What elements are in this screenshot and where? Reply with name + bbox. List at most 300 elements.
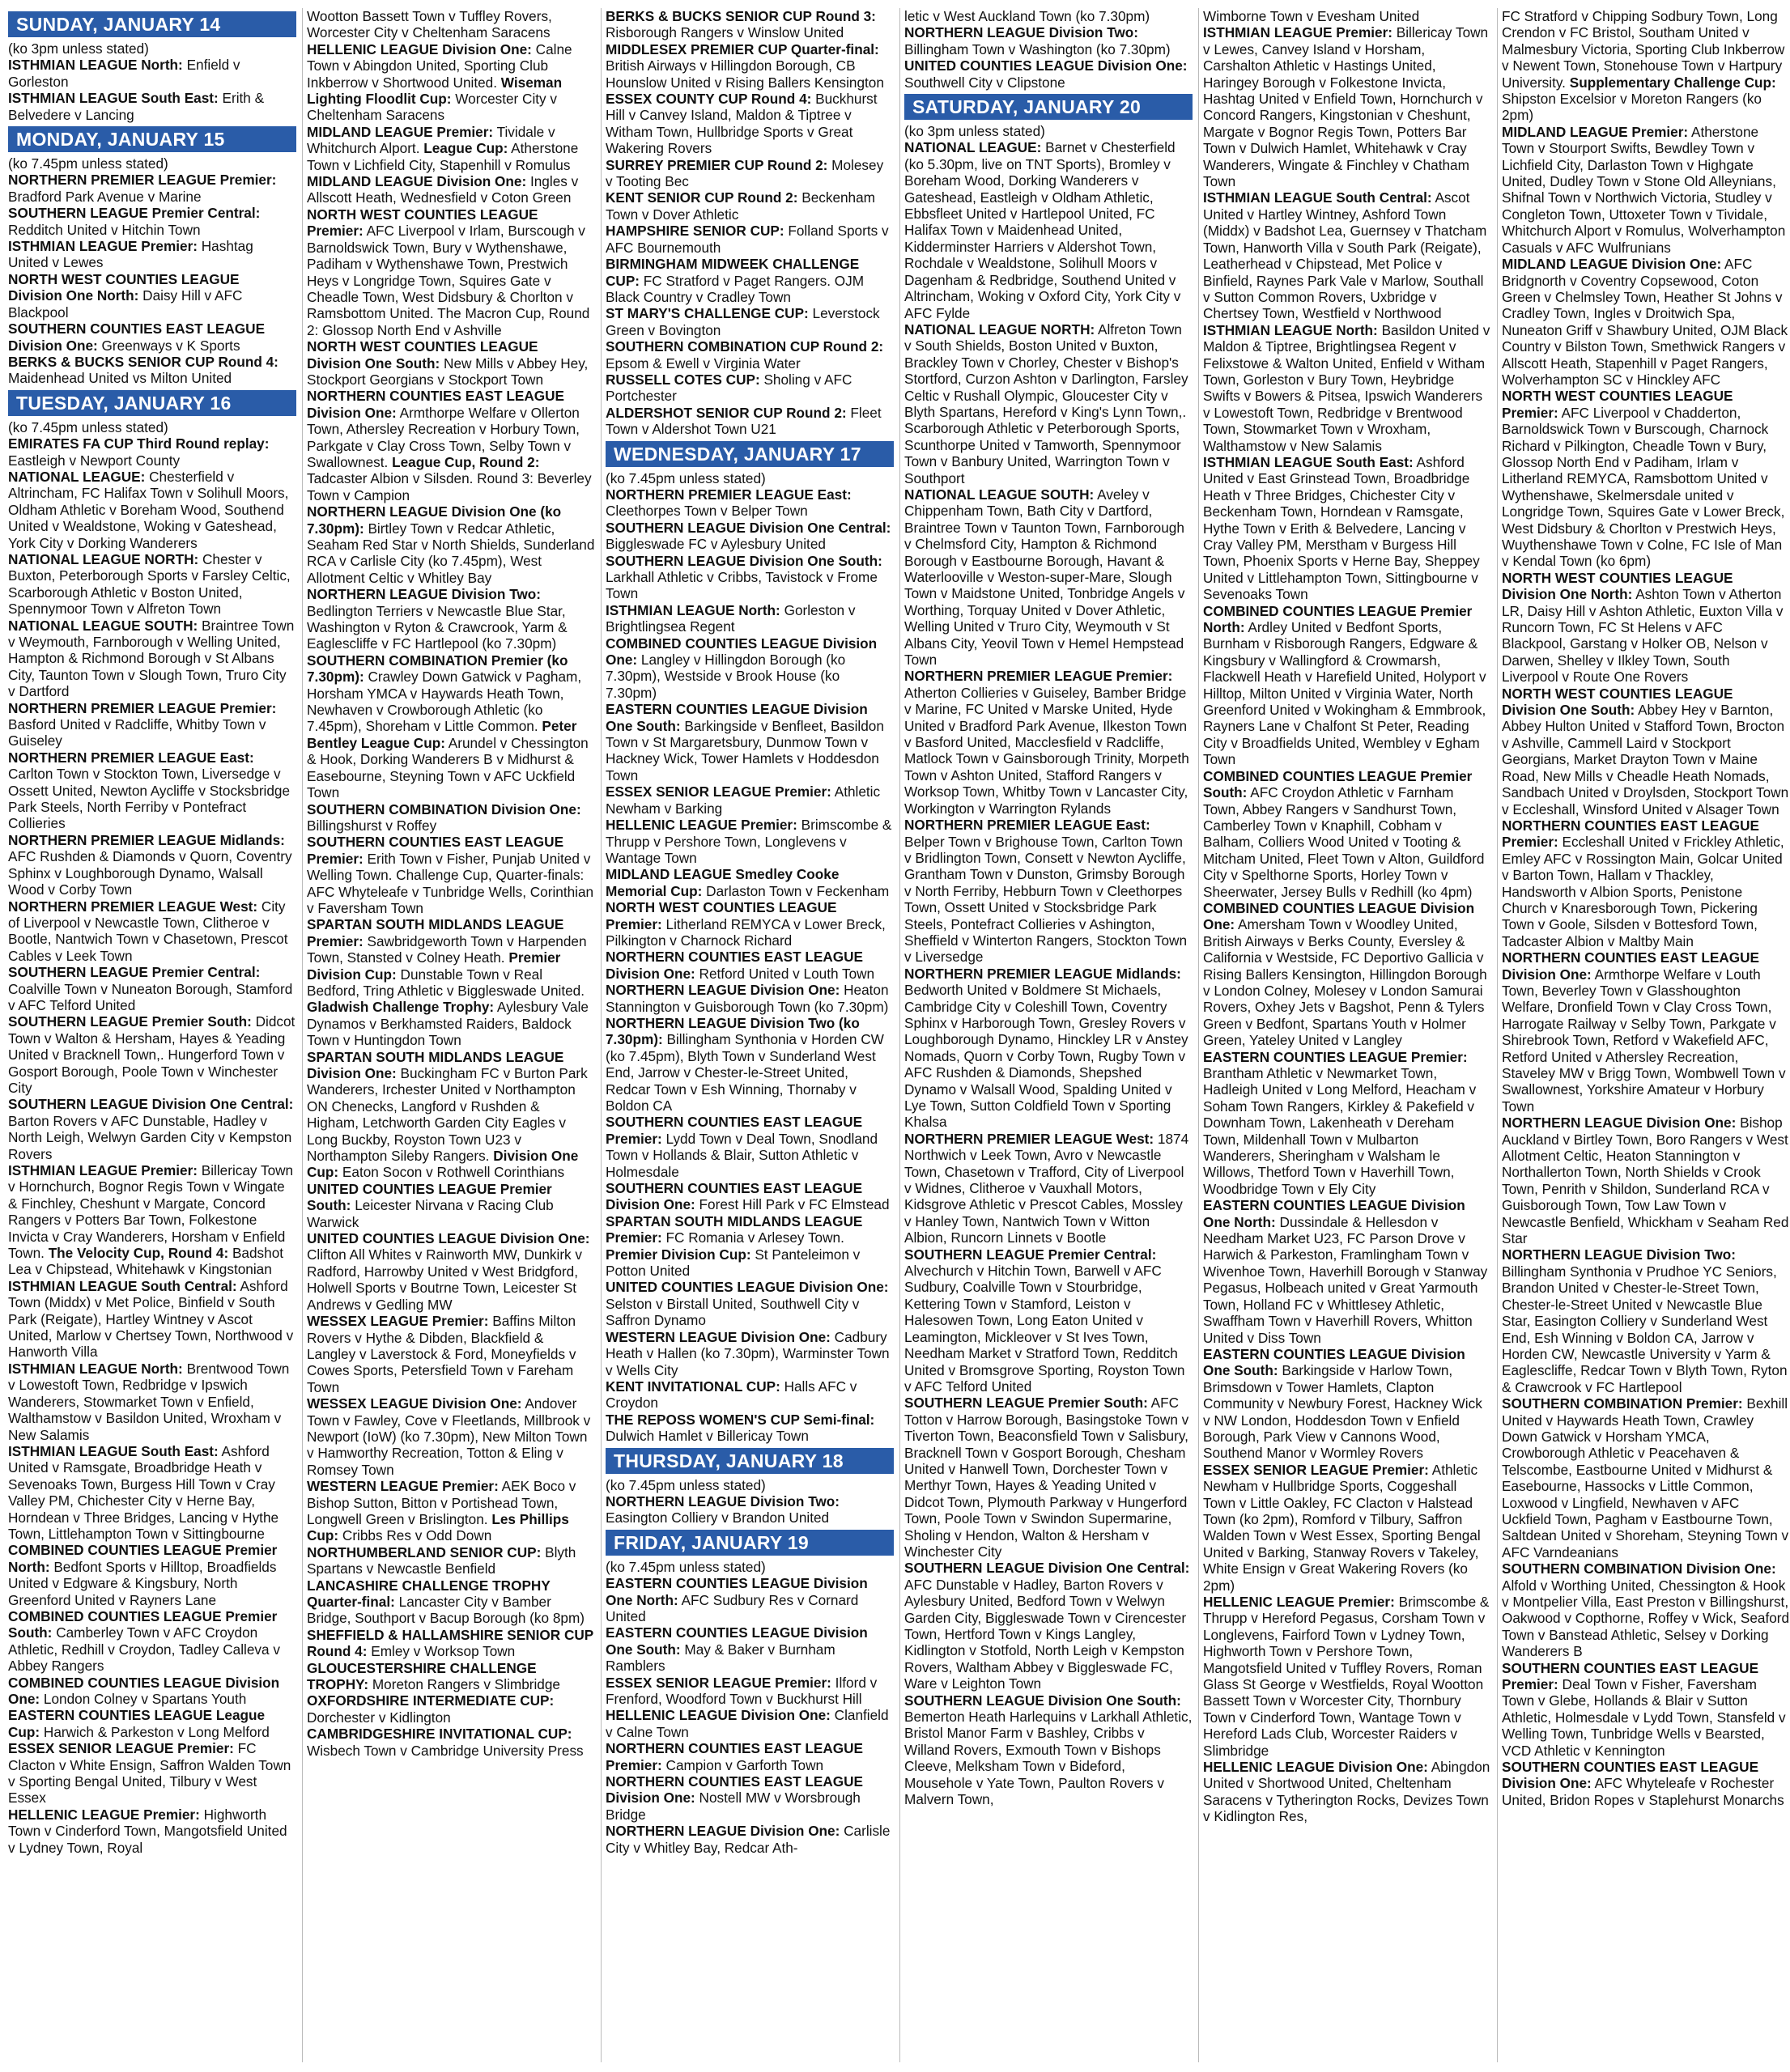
fixture-entry	[606, 1213, 894, 1280]
fixture-entry	[904, 1692, 1193, 1808]
fixtures-text: Bedlington Terriers v Newcastle Blue Star, Washington v Ryton & Crawcrook, Yarm & Eaglescliffe v FC Hartlepool (ko 7.30pm)	[307, 602, 568, 652]
fixture-entry	[307, 1726, 595, 1759]
fixtures-text: Forest Hill Park v FC Elmstead	[695, 1196, 890, 1213]
competition-name: BIRMINGHAM MIDWEEK CHALLENGE CUP:	[606, 256, 860, 289]
competition-name: WESTERN LEAGUE Premier:	[307, 1478, 499, 1495]
fixtures-text: Crawley Down Gatwick v Pagham, Horsham YMCA v Haywards Heath Town, Newhaven v Crowborough Athletic (ko 7.45pm), Shoreham v Little Common.	[307, 669, 582, 735]
competition-name: MIDLAND LEAGUE Premier:	[307, 123, 494, 140]
competition-name: SOUTHERN COUNTIES EAST LEAGUE Division One:	[8, 321, 266, 354]
fixture-entry	[307, 8, 595, 41]
fixtures-text: Gorleston v Brightlingsea Regent	[606, 601, 856, 635]
fixtures-text: Armthorpe Welfare v Ollerton Town, Athersley Recreation v Horbury Town, Parkgate v Clay Cross Town, Selby Town v Swallownest.	[307, 404, 580, 470]
fixture-entry	[904, 486, 1193, 668]
fixture-entry	[1502, 256, 1790, 388]
competition-name: COMBINED COUNTIES LEAGUE Premier North:	[1203, 602, 1473, 636]
fixture-entry	[904, 817, 1193, 966]
fixtures-text: Braintree Town v Weymouth, Farnborough v Welling United, Hampton & Richmond Borough v St Albans City, Taunton Town v Slough Town, Truro City v Dartford	[8, 617, 295, 700]
fixtures-text: Badshot Lea v Chipstead, Whitehawk v Kingstonian	[8, 1245, 284, 1278]
competition-name: HELLENIC LEAGUE Division One:	[1203, 1759, 1428, 1776]
fixtures-text: Heaton Stannington v Guisborough Town (ko 7.30pm)	[606, 982, 889, 1015]
competition-name: LANCASHIRE CHALLENGE TROPHY Quarter-final:	[307, 1577, 551, 1610]
competition-name: NORTHERN COUNTIES EAST LEAGUE Division One:	[307, 388, 564, 421]
fixture-entry	[606, 189, 894, 223]
date-header: WEDNESDAY, JANUARY 17	[606, 441, 894, 467]
fixtures-text: Aylesbury Vale Dynamos v Berkhamsted Raiders, Baldock Town v Huntingdon Town	[307, 999, 589, 1049]
competition-name: ISTHMIAN LEAGUE South East:	[1203, 453, 1414, 470]
fixture-entry	[307, 124, 595, 173]
fixtures-text: AFC Sudbury Res v Cornard United	[606, 1591, 859, 1624]
competition-name: Wiseman Lighting Floodlit Cup:	[307, 74, 563, 108]
fixture-entry	[904, 1395, 1193, 1560]
column-divider	[302, 8, 303, 2062]
fixture-entry	[307, 206, 595, 338]
fixture-entry	[1203, 1049, 1491, 1198]
competition-name: SPARTAN SOUTH MIDLANDS LEAGUE Division One:	[307, 1048, 564, 1081]
competition-name: NORTH WEST COUNTIES LEAGUE Premier:	[1502, 388, 1733, 421]
competition-name: ISTHMIAN LEAGUE South Central:	[1203, 189, 1432, 206]
competition-name: ESSEX SENIOR LEAGUE Premier:	[8, 1740, 234, 1757]
fixtures-text: Wimborne Town v Evesham United	[1203, 8, 1420, 24]
competition-name: Gladwish Challenge Trophy:	[307, 999, 495, 1016]
competition-name: EASTERN COUNTIES LEAGUE Premier:	[1203, 1048, 1468, 1065]
fixture-entry	[8, 90, 296, 123]
fixture-entry	[606, 256, 894, 305]
fixture-entry	[606, 405, 894, 438]
competition-name: League Cup, Round 2:	[392, 453, 540, 470]
fixtures-column	[904, 8, 1193, 2062]
date-header: MONDAY, JANUARY 15	[8, 126, 296, 152]
competition-name: ISTHMIAN LEAGUE North:	[606, 601, 780, 618]
fixture-entry	[307, 1395, 595, 1478]
fixture-entry	[904, 139, 1193, 321]
fixtures-text: Barkingside v Benfleet, Basildon Town v St Margaretsbury, Dunmow Town v Hackney Wick, Tower Hamlets v Hoddesdon Town	[606, 717, 884, 783]
fixtures-text: Basildon United v Maldon & Tiptree, Brightlingsea Regent v Felixstowe & Walton United, Enfield v Witham Town, Gorleston v Bury Town, Heybridge Swifts v Bowers & Pitsea, Ipswich Wanderers v Lowestoft Town, Redbridge v Brentwood Town, Stowmarket Town v Wroxham, Walthamstow v New Salamis	[1203, 321, 1490, 454]
fixture-entry	[1502, 686, 1790, 817]
fixtures-text: Clifton All Whites v Rainworth MW, Dunkirk v Radford, Harrowby United v West Bridgford, Holwell Sports v Boutrne Town, Leicester St Andrews v Gedling MW	[307, 1246, 583, 1313]
fixture-entry	[606, 602, 894, 635]
fixtures-text: Southwell City v Clipstone	[904, 74, 1065, 91]
fixture-entry	[1203, 900, 1491, 1049]
fixtures-text: AFC Dunstable v Hadley, Barton Rovers v Aylesbury United, Bedford Town v Welwyn Garden City, Biggleswade Town v Cirencester Town, Hertford Town v Kings Langley, Kidlington v Stotfold, North Leigh v Kempston Rovers, Waltham Abbey v Biggleswade FC, Ware v Leighton Town	[904, 1576, 1187, 1692]
competition-name: NORTHERN LEAGUE Division One:	[1502, 1115, 1737, 1132]
fixtures-text: Worcester City v Cheltenham Saracens	[307, 91, 558, 124]
competition-name: Supplementary Challenge Cup:	[1569, 74, 1776, 91]
fixture-entry	[1502, 817, 1790, 949]
fixture-entry	[606, 1279, 894, 1328]
fixtures-text: Tadcaster Albion v Silsden. Round 3: Beverley Town v Campion	[307, 470, 592, 503]
fixture-entry	[8, 205, 296, 238]
fixture-entry	[904, 24, 1193, 57]
fixture-entry	[1203, 322, 1491, 454]
fixture-entry	[1203, 24, 1491, 189]
fixtures-text: City of Liverpool v Newcastle Town, Clitheroe v Bootle, Nantwich Town v Chasetown, Prescot Cables v Leek Town	[8, 898, 288, 964]
fixtures-text: Bishop Auckland v Birtley Town, Boro Rangers v West Allotment Celtic, Heaton Stannington v Northallerton Town, North Shields v Crook Town, Penrith v Shildon, Sunderland RCA v Guisborough Town, Tow Law Town v Newcastle Benfield, Whickham v Seaham Red Star	[1502, 1115, 1789, 1247]
competition-name: NORTHERN PREMIER LEAGUE Midlands:	[904, 965, 1181, 982]
competition-name: NORTHERN PREMIER LEAGUE East:	[8, 749, 254, 766]
competition-name: SPARTAN SOUTH MIDLANDS LEAGUE Premier:	[606, 1212, 863, 1246]
competition-name: SOUTHERN LEAGUE Premier Central:	[8, 205, 261, 222]
column-divider	[1497, 8, 1498, 2062]
fixture-entry	[8, 1542, 296, 1608]
fixtures-text: Belper Town v Brighouse Town, Carlton Town v Bridlington Town, Consett v Newton Aycliffe, Grantham Town v Dunston, Grimsby Borough v North Ferriby, Hebburn Town v Cleethorpes Town, Ossett United v Stocksbridge Park Steels, Pontefract Collieries v Ashington, Sheffield v Winterton Rangers, Stockton Town v Liversedge	[904, 833, 1188, 966]
fixture-entry	[1502, 1759, 1790, 1808]
fixtures-text: Enfield v Gorleston	[8, 57, 240, 90]
competition-name: NORTHERN LEAGUE Division Two (ko 7.30pm):	[606, 1014, 860, 1048]
competition-name: BERKS & BUCKS SENIOR CUP Round 4:	[8, 353, 278, 370]
fixtures-text: Alfreton Town v South Shields, Boston United v Buxton, Brackley Town v Chorley, Chester v Bishop's Stortford, Curzon Ashton v Darlington, Farsley Celtic v Rushall Olympic, Gloucester City v Blyth Spartans, Hereford v King's Lynn Town,. Scarborough Athletic v Peterborough Sports, Scunthorpe United v Tamworth, Spennymoor Town v Banbury United, Warrington Town v Southport	[904, 321, 1188, 486]
fixtures-text: Clanfield v Calne Town	[606, 1707, 889, 1740]
fixture-entry	[606, 1329, 894, 1378]
competition-name: ALDERSHOT SENIOR CUP Round 2:	[606, 404, 847, 421]
fixtures-text: AFC Totton v Harrow Borough, Basingstoke Town v Tiverton Town, Beaconsfield Town v Salisbury, Bracknell Town v Gosport Borough, Chesham United v Hanwell Town, Dorchester Town v Merthyr Town, Hayes & Yeading United v Didcot Town, Plymouth Parkway v Hungerford Town, Poole Town v Swindon Supermarine, Sholing v Hendon, Walton & Hersham v Winchester City	[904, 1395, 1189, 1560]
competition-name: NORTHERN LEAGUE Division One:	[606, 982, 840, 999]
fixtures-text: AFC Rushden & Diamonds v Quorn, Coventry Sphinx v Loughborough Dynamo, Walsall Wood v Corby Town	[8, 848, 292, 898]
kickoff-note	[8, 419, 296, 435]
competition-name: COMBINED COUNTIES LEAGUE Premier North:	[8, 1542, 278, 1575]
fixtures-text: Wisbech Town v Cambridge University Press	[307, 1742, 584, 1759]
fixtures-text: Ashford Town (Middx) v Met Police, Binfield v South Park (Reigate), Hartley Wintney v Ascot United, Marlow v Chertsey Town, Northwood v Hanworth Villa	[8, 1277, 294, 1361]
competition-name: HELLENIC LEAGUE Premier:	[606, 817, 797, 834]
fixture-entry	[8, 1740, 296, 1807]
competition-name: EASTERN COUNTIES LEAGUE League Cup:	[8, 1707, 266, 1740]
fixtures-text: Bradford Park Avenue v Marine	[8, 188, 202, 205]
fixture-entry	[1502, 8, 1790, 124]
competition-name: HELLENIC LEAGUE Division One:	[606, 1707, 831, 1724]
fixtures-text: Alvechurch v Hitchin Town, Barwell v AFC Sudbury, Coalville Town v Stourbridge, Kettering Town v Stamford, Leiston v Halesowen Town, Long Eaton United v Leamington, Mickleover v St Ives Town, Needham Market v Stratford Town, Redditch United v Bromsgrove Sporting, Royston Town v AFC Telford United	[904, 1263, 1185, 1395]
competition-name: EASTERN COUNTIES LEAGUE Division One North:	[606, 1575, 868, 1608]
fixture-entry	[1502, 1660, 1790, 1759]
fixtures-text: Carlton Town v Stockton Town, Liversedge v Ossett United, Newton Aycliffe v Stocksbridge Park Steels, North Ferriby v Pontefract Collieries	[8, 766, 291, 832]
competition-name: NORTHERN LEAGUE Division Two:	[606, 1492, 840, 1509]
competition-name: OXFORDSHIRE INTERMEDIATE CUP:	[307, 1692, 555, 1709]
competition-name: COMBINED COUNTIES LEAGUE Division One:	[8, 1674, 280, 1707]
fixture-entry	[307, 652, 595, 801]
fixtures-text: Harwich & Parkeston v Long Melford	[40, 1723, 270, 1740]
kickoff-text: (ko 7.45pm unless stated)	[606, 1558, 766, 1575]
fixtures-text: Tividale v Whitchurch Alport.	[307, 123, 555, 157]
fixture-entry	[1203, 189, 1491, 321]
fixtures-text: Shipston Excelsior v Moreton Rangers (ko 2pm)	[1502, 91, 1762, 124]
fixture-entry	[307, 1181, 595, 1230]
competition-name: NORTH WEST COUNTIES LEAGUE Division One North:	[8, 270, 240, 304]
competition-name: NORTHERN COUNTIES EAST LEAGUE Division One:	[606, 949, 863, 982]
fixture-entry	[8, 354, 296, 387]
fixture-entry	[1502, 949, 1790, 1115]
fixtures-text: Brimscombe & Thrupp v Pershore Town, Longlevens v Wantage Town	[606, 817, 892, 866]
fixtures-text: Dulwich Hamlet v Billericay Town	[606, 1428, 809, 1445]
fixture-entry	[606, 783, 894, 817]
fixtures-text: Biggleswade FC v Aylesbury United	[606, 536, 826, 553]
fixtures-text: Ashton Town v Atherton LR, Daisy Hill v Ashton Athletic, Euxton Villa v Runcorn Town, FC St Helens v AFC Blackpool, Garstang v Holker OB, Nelson v Darwen, Shelley v Ilkley Town, South Liverpool v Route One Rovers	[1502, 586, 1784, 686]
fixtures-text: Retford United v Louth Town	[695, 965, 875, 982]
fixtures-text: AEK Boco v Bishop Sutton, Bitton v Portishead Town, Longwell Green v Brislington.	[307, 1478, 576, 1527]
fixture-entry	[8, 469, 296, 551]
fixtures-text: Bexhill United v Haywards Heath Town, Crawley Down Gatwick v Horsham YMCA, Crowborough Athletic v Peacehaven & Telscombe, Eastbourne United v Midhurst & Easebourne, Hassocks v Little Common, Loxwood v Lingfield, Newhaven v AFC Uckfield Town, Pagham v Eastbourne Town, Saltdean United v Shoreham, Steyning Town v AFC Varndeanians	[1502, 1395, 1789, 1560]
competition-name: NORTHERN PREMIER LEAGUE Premier:	[8, 699, 277, 716]
kickoff-note	[606, 470, 894, 486]
fixtures-text: FC Stratford v Paget Rangers. OJM Black Country v Cradley Town	[606, 272, 865, 305]
competition-name: EASTERN COUNTIES LEAGUE Division One South:	[606, 701, 868, 734]
fixture-entry	[606, 1180, 894, 1213]
competition-name: NORTH WEST COUNTIES LEAGUE Division One South:	[1502, 685, 1733, 719]
fixtures-text: Brimscombe & Thrupp v Hereford Pegasus, Corsham Town v Longlevens, Fairford Town v Lydney Town, Highworth Town v Pershore Town, Mangotsfield United v Tuffley Rovers, Roman Glass St George v Westfields, Royal Wootton Bassett Town v Worcester City, Thornbury Town v Cinderford Town, Wantage Town v Hereford Lads Club, Worcester Raiders v Slimbridge	[1203, 1594, 1490, 1759]
fixtures-text: Langley v Hillingdon Borough (ko 7.30pm), Westside v Brook House (ko 7.30pm)	[606, 652, 846, 701]
kickoff-text: (ko 7.45pm unless stated)	[8, 155, 168, 172]
competition-name: ISTHMIAN LEAGUE North:	[8, 57, 183, 74]
competition-name: SOUTHERN LEAGUE Premier South:	[904, 1395, 1148, 1412]
fixtures-text: Buckingham FC v Burton Park Wanderers, Irchester United v Northampton ON Chenecks, Langford v Rushden & Higham, Letchworth Garden City Eagles v Long Buckby, Royston Town U23 v Northampton Sileby Rangers.	[307, 1065, 588, 1165]
competition-name: NORTHERN COUNTIES EAST LEAGUE Premier:	[1502, 817, 1759, 851]
fixtures-text: Lydd Town v Deal Town, Snodland Town v Hollands & Blair, Sutton Athletic v Holmesdale	[606, 1130, 878, 1180]
fixture-entry	[8, 898, 296, 965]
fixture-entry	[8, 1707, 296, 1740]
competition-name: NORTH WEST COUNTIES LEAGUE Division One South:	[307, 338, 538, 372]
fixtures-text: Athletic Newham v Barking	[606, 783, 881, 817]
fixture-entry	[307, 1049, 595, 1181]
fixtures-text: May & Baker v Burnham Ramblers	[606, 1641, 835, 1675]
fixture-entry	[606, 899, 894, 949]
fixture-entry	[606, 486, 894, 520]
kickoff-text: (ko 3pm unless stated)	[904, 123, 1045, 140]
fixtures-text: AFC Liverpool v Irlam, Burscough v Barnoldswick Town, Bury v Wythenshawe, Padiham v Wythenshawe Town, Prestwich Heys v Longridge Town, Squires Gate v Cheadle Town, West Didsbury & Chorlton v Ramsbottom United. The Macron Cup, Round 2: Glossop North End v Ashville	[307, 223, 590, 338]
kickoff-text: (ko 7.45pm unless stated)	[606, 469, 766, 486]
fixture-entry	[606, 1675, 894, 1708]
competition-name: Premier Division Cup:	[606, 1246, 751, 1263]
fixtures-text: Highworth Town v Cinderford Town, Mangotsfield United v Lydney Town, Royal	[8, 1806, 287, 1856]
fixture-entry	[8, 551, 296, 618]
fixtures-text: Ingles v Allscott Heath, Wednesfield v Coton Green	[307, 173, 579, 206]
competition-name: MIDLAND LEAGUE Division One:	[1502, 256, 1722, 273]
fixtures-text: Arundel v Chessington & Hook, Dorking Wanderers B v Midhurst & Easebourne, Steyning Town v AFC Uckfield Town	[307, 734, 589, 801]
fixtures-text: Brentwood Town v Lowestoft Town, Redbridge v Ipswich Wanderers, Stowmarket Town v Enfield, Walthamstow v Basildon United, Wroxham v New Salamis	[8, 1360, 290, 1443]
competition-name: NORTHERN COUNTIES EAST LEAGUE Division One:	[606, 1773, 863, 1807]
column-divider	[601, 8, 602, 2062]
competition-name: SOUTHERN COMBINATION Premier:	[1502, 1395, 1743, 1412]
fixture-entry	[1203, 1759, 1491, 1825]
fixture-entry	[1502, 570, 1790, 686]
fixtures-text: Folland Sports v AFC Bournemouth	[606, 223, 889, 256]
fixture-entry	[8, 1162, 296, 1278]
fixtures-text: Eaton Socon v Rothwell Corinthians	[338, 1164, 565, 1181]
fixtures-text: Dorchester v Kidlington	[307, 1709, 451, 1726]
fixture-entry	[606, 635, 894, 702]
fixtures-text: AFC Bridgnorth v Coventry Copsewood, Coton Green v Chelmsley Town, Heather St Johns v Cradley Town, Ingles v Droitwich Spa, Nuneaton Griff v Shawbury United, OJM Black Country v Bilston Town, Smethwick Rangers v Allscott Heath, Stapenhill v Paget Rangers, Wolverhampton SC v Hinckley AFC	[1502, 256, 1788, 388]
fixtures-text: Chester v Buxton, Peterborough Sports v Farsley Celtic, Scarborough Athletic v Boston United, Spennymoor Town v Alfreton Town	[8, 550, 291, 618]
fixture-entry	[606, 1624, 894, 1674]
fixtures-text: Atherton Collieries v Guiseley, Bamber Bridge v Marine, FC United v Marske United, Hyde United v Bradford Park Avenue, Ilkeston Town v Basford United, Macclesfield v Radcliffe, Matlock Town v Gainsborough Trinity, Morpeth Town v Ashton United, Stafford Rangers v Worksop Town, Whitby Town v Lancaster City, Workington v Warrington Rylands	[904, 684, 1189, 817]
competition-name: NORTHERN PREMIER LEAGUE Premier:	[904, 668, 1173, 685]
fixture-entry	[904, 966, 1193, 1131]
fixtures-text: Larkhall Athletic v Cribbs, Tavistock v Frome Town	[606, 569, 878, 602]
fixture-entry	[8, 172, 296, 205]
fixtures-text: Molesey v Tooting Bec	[606, 156, 884, 190]
fixtures-page	[8, 8, 1790, 2064]
fixture-entry	[606, 1412, 894, 1445]
fixtures-text: Aveley v Chippenham Town, Bath City v Dartford, Braintree Town v Taunton Town, Farnborough v Chelmsford City, Hampton & Richmond Borough v Eastbourne Borough, Havant & Waterlooville v Weston-super-Mare, Slough Town v Maidstone United, Tonbridge Angels v Worthing, Torquay United v Dover Athletic, Welling United v Truro City, Weymouth v St Albans City, Yeovil Town v Hemel Hempstead Town	[904, 486, 1185, 669]
competition-name: NORTHERN PREMIER LEAGUE East:	[606, 486, 852, 503]
fixture-entry	[1203, 8, 1491, 24]
fixtures-text: Billingham Synthonia v Prudhoe YC Seniors, Brandon United v Chester-le-Street Town, Chester-le-Street United v Newcastle Blue Star, Easington Colliery v Sunderland West End, Esh Winning v Boldon CA, Jarrow v Horden CW, Newcastle University v Yarm & Eaglescliffe, Redcar Town v Blyth Town, Ryton & Crawcrook v FC Hartlepool	[1502, 1263, 1788, 1395]
fixtures-text: Barkingside v Harlow Town, Brimsdown v Tower Hamlets, Clapton Community v Newbury Forest, Hackney Wick v NW London, Hoddesdon Town v Enfield Borough, Park View v Cannons Wood, Southend Manor v Wormley Rovers	[1203, 1362, 1482, 1462]
competition-name: KENT INVITATIONAL CUP:	[606, 1378, 780, 1395]
fixtures-text: Greenways v K Sports	[97, 337, 240, 354]
fixtures-text: Cadbury Heath v Hallen (ko 7.30pm), Warminster Town v Wells City	[606, 1328, 890, 1378]
kickoff-text: (ko 3pm unless stated)	[8, 40, 149, 57]
competition-name: MIDLAND LEAGUE Smedley Cooke Memorial Cup:	[606, 866, 840, 899]
fixtures-text: Andover Town v Fawley, Cove v Fleetlands, Millbrook v Newport (IoW) (ko 7.30pm), New Milton Town v Hamworthy Recreation, Totton & Eling v Romsey Town	[307, 1395, 591, 1478]
fixtures-text: Brantham Athletic v Newmarket Town, Hadleigh United v Long Melford, Heacham v Soham Town Rangers, Kirkley & Pakefield v Downham Town, Lakenheath v Dereham Town, Mildenhall Town v Mulbarton Wanderers, Sheringham v Walsham le Willows, Thetford Town v Haverhill Town, Woodbridge Town v Ely City	[1203, 1065, 1477, 1197]
fixture-entry	[606, 305, 894, 338]
competition-name: ISTHMIAN LEAGUE North:	[8, 1360, 183, 1377]
fixtures-text: Lancaster City v Bamber Bridge, Southport v Bacup Borough (ko 8pm)	[307, 1594, 585, 1627]
competition-name: THE REPOSS WOMEN'S CUP Semi-final:	[606, 1411, 875, 1428]
fixture-entry	[307, 801, 595, 834]
competition-name: UNITED COUNTIES LEAGUE Division One:	[904, 57, 1188, 74]
fixtures-text: London Colney v Spartans Youth	[40, 1691, 247, 1707]
fixtures-text: Sawbridgeworth Town v Harpenden Town, Stansted v Colney Heath.	[307, 932, 587, 966]
kickoff-note	[8, 40, 296, 57]
competition-name: UNITED COUNTIES LEAGUE Division One:	[307, 1230, 590, 1247]
fixture-entry	[307, 388, 595, 503]
competition-name: SOUTHERN COUNTIES EAST LEAGUE Premier:	[1502, 1659, 1759, 1693]
competition-name: RUSSELL COTES CUP:	[606, 371, 760, 388]
fixtures-text: AFC Whyteleafe v Rochester United, Bridon Ropes v Staplehurst Monarchs	[1502, 1775, 1784, 1808]
fixtures-column	[606, 8, 894, 2062]
fixtures-text: Abingdon United v Shortwood United, Cheltenham Saracens v Tytherington Rocks, Devizes Town v Kidlington Res,	[1203, 1759, 1490, 1825]
competition-name: MIDDLESEX PREMIER CUP Quarter-final:	[606, 40, 879, 57]
fixture-entry	[606, 1707, 894, 1740]
competition-name: SURREY PREMIER CUP Round 2:	[606, 156, 828, 173]
competition-name: GLOUCESTERSHIRE CHALLENGE TROPHY:	[307, 1659, 537, 1693]
fixture-entry	[606, 338, 894, 372]
fixture-entry	[307, 173, 595, 206]
competition-name: NORTH WEST COUNTIES LEAGUE Premier:	[606, 899, 837, 932]
fixtures-text: Litherland REMYCA v Lower Breck, Pilkington v Charnock Richard	[606, 915, 886, 949]
fixture-entry	[606, 949, 894, 982]
fixtures-text: Alfold v Worthing United, Chessington & Hook v Montpelier Villa, East Preston v Billingshurst, Oakwood v Copthorne, Roffey v Wick, Seaford Town v Banstead Athletic, Selsey v Dorking Wanderers B	[1502, 1577, 1790, 1660]
fixtures-column	[1203, 8, 1491, 2062]
fixtures-text: FC Clacton v White Ensign, Saffron Walden Town v Sporting Bengal United, Tilbury v West Essex	[8, 1740, 291, 1807]
competition-name: SOUTHERN LEAGUE Division One Central:	[8, 1096, 294, 1113]
competition-name: ISTHMIAN LEAGUE South East:	[8, 1442, 219, 1459]
competition-name: SOUTHERN COMBINATION Premier (ko 7.30pm):	[307, 652, 568, 686]
fixtures-text: Amersham Town v Woodley United, British Airways v Berks County, Eversley & California v Westside, FC Deportivo Gallicia v Rising Ballers Kensington, Hillingdon Borough v London Colney, Molesey v London Samurai Rovers, Oxhey Jets v Bagshot, Penn & Tylers Green v Bedfont, Spartans Youth v Holmer Green, Yateley United v Langley	[1203, 916, 1487, 1049]
competition-name: WESSEX LEAGUE Division One:	[307, 1395, 522, 1412]
fixture-entry	[606, 1015, 894, 1114]
competition-name: COMBINED COUNTIES LEAGUE Premier South:	[1203, 767, 1473, 801]
competition-name: SOUTHERN LEAGUE Premier Central:	[904, 1246, 1157, 1263]
fixture-entry	[8, 321, 296, 354]
fixtures-text: Buckhurst Hill v Canvey Island, Maldon & Tiptree v Witham Town, Hullbridge Sports v Great Wakering Rovers	[606, 91, 878, 157]
fixtures-text: Ilford v Frenford, Woodford Town v Buckhurst Hill	[606, 1674, 878, 1707]
fixture-entry	[307, 1660, 595, 1693]
fixture-entry	[8, 1675, 296, 1708]
competition-name: UNITED COUNTIES LEAGUE Division One:	[606, 1279, 889, 1296]
fixture-entry	[307, 916, 595, 1048]
competition-name: The Velocity Cup, Round 4:	[48, 1245, 229, 1262]
date-header: SATURDAY, JANUARY 20	[904, 94, 1193, 120]
fixtures-text: Bedfont Sports v Hilltop, Broadfields United v Edgware & Kingsbury, North Greenford United v Rayners Lane	[8, 1558, 277, 1608]
fixture-entry	[606, 1823, 894, 1856]
competition-name: HELLENIC LEAGUE Premier:	[8, 1806, 200, 1823]
fixtures-text: Maidenhead United vs Milton United	[8, 370, 232, 387]
competition-name: NORTHERN PREMIER LEAGUE Premier:	[8, 172, 277, 189]
fixtures-text: Nostell MW v Worsbrough Bridge	[606, 1790, 861, 1823]
kickoff-text: (ko 7.45pm unless stated)	[606, 1476, 766, 1493]
fixture-entry	[904, 1246, 1193, 1395]
fixtures-text: Halls AFC v Croydon	[606, 1378, 857, 1412]
competition-name: Premier Division Cup:	[307, 949, 561, 983]
fixture-entry	[8, 1361, 296, 1443]
fixtures-text: Billericay Town v Hornchurch, Bognor Regis Town v Wingate & Finchley, Cheshunt v Margate, Concord Rangers v Potters Bar Town, Folkestone Invicta v Cray Wanderers, Horsham v Enfield Town.	[8, 1162, 294, 1262]
fixture-entry	[8, 1278, 296, 1361]
competition-name: NATIONAL LEAGUE SOUTH:	[8, 617, 198, 634]
fixtures-text: Cleethorpes Town v Belper Town	[606, 503, 808, 520]
competition-name: SOUTHERN COUNTIES EAST LEAGUE Division One:	[1502, 1759, 1759, 1792]
fixture-entry	[606, 223, 894, 256]
fixtures-text: Redditch United v Hitchin Town	[8, 221, 201, 238]
fixtures-column	[8, 8, 296, 2062]
fixtures-text: Cribbs Res v Odd Down	[338, 1527, 492, 1544]
date-header: FRIDAY, JANUARY 19	[606, 1530, 894, 1556]
fixture-entry	[1203, 454, 1491, 603]
fixtures-text: Ashford United v East Grinstead Town, Broadbridge Heath v Three Bridges, Chichester City v Beckenham Town, Horndean v Ramsgate, Hythe Town v Erith & Belvedere, Lancing v Cray Valley PM, Merstham v Burgess Hill Town, Phoenix Sports v Herne Bay, Sheppey United v Littlehampton Town, Sittingbourne v Sevenoaks Town	[1203, 453, 1480, 603]
fixtures-text: Calne Town v Abingdon United, Sporting Club Inkberrow v Shortwood United.	[307, 40, 572, 91]
fixtures-text: Camberley Town v AFC Croydon Athletic, Redhill v Croydon, Tadley Calleva v Abbey Rangers	[8, 1624, 280, 1675]
competition-name: ESSEX COUNTY CUP Round 4:	[606, 91, 812, 108]
competition-name: COMBINED COUNTIES LEAGUE Premier South:	[8, 1607, 278, 1641]
fixture-entry	[606, 1575, 894, 1624]
fixtures-text: Billericay Town v Lewes, Canvey Island v Horsham, Carshalton Athletic v Hastings United, Haringey Borough v Folkestone Invicta, Hashtag United v Enfield Town, Hornchurch v Concord Rangers, Kingstonian v Cheshunt, Margate v Bognor Regis Town, Potters Bar Town v Dulwich Hamlet, Whitehawk v Cray Wanderers, Wingate & Finchley v Chatham Town	[1203, 24, 1489, 190]
fixtures-text: Carlisle City v Whitley Bay, Redcar Ath-	[606, 1823, 891, 1856]
competition-name: SOUTHERN LEAGUE Division One Central:	[904, 1560, 1190, 1577]
fixture-entry	[307, 338, 595, 388]
competition-name: SOUTHERN LEAGUE Premier Central:	[8, 964, 261, 981]
fixtures-text: British Airways v Hillingdon Borough, CB Hounslow United v Rising Ballers Kensington	[606, 57, 884, 91]
fixtures-text: Bemerton Heath Harlequins v Larkhall Athletic, Bristol Manor Farm v Bashley, Cribbs v Willand Rovers, Exmouth Town v Bishops Cleeve, Melksham Town v Bideford, Mousehole v Yate Town, Paulton Rovers v Malvern Town,	[904, 1709, 1193, 1808]
competition-name: ISTHMIAN LEAGUE Premier:	[8, 238, 198, 255]
date-header: THURSDAY, JANUARY 18	[606, 1448, 894, 1474]
fixture-entry	[1502, 1395, 1790, 1560]
fixtures-text: Abbey Hey v Barnton, Abbey Hulton United v Stafford Town, Brocton v Ashville, Cammell Laird v Stockport Georgians, Market Drayton Town v Maine Road, New Mills v Cheadle Heath Nomads, Sandbach United v Droylsden, Stockport Town v Eccleshall, Winsford United v Alsager Town	[1502, 702, 1789, 817]
fixture-entry	[307, 834, 595, 916]
fixture-entry	[1502, 388, 1790, 569]
fixture-entry	[904, 1131, 1193, 1246]
competition-name: Division One Cup:	[307, 1148, 579, 1181]
fixture-entry	[1502, 1246, 1790, 1395]
fixtures-text: St Panteleimon v Potton United	[606, 1246, 861, 1280]
competition-name: ISTHMIAN LEAGUE Premier:	[8, 1162, 198, 1178]
competition-name: NORTHERN LEAGUE Division Two:	[307, 586, 542, 603]
kickoff-note	[8, 155, 296, 172]
fixture-entry	[8, 238, 296, 271]
fixtures-text: Selston v Birstall United, Southwell City v Saffron Dynamo	[606, 1295, 860, 1329]
fixture-entry	[307, 1230, 595, 1313]
competition-name: ISTHMIAN LEAGUE South Central:	[8, 1277, 237, 1294]
fixture-entry	[1502, 124, 1790, 256]
competition-name: KENT SENIOR CUP Round 2:	[606, 189, 798, 206]
competition-name: ESSEX SENIOR LEAGUE Premier:	[1203, 1461, 1429, 1478]
competition-name: COMBINED COUNTIES LEAGUE Division One:	[1203, 899, 1475, 933]
competition-name: NATIONAL LEAGUE:	[8, 468, 146, 485]
fixtures-text: Hashtag United v Lewes	[8, 238, 253, 271]
fixture-entry	[8, 700, 296, 749]
fixtures-text: Didcot Town v Walton & Hersham, Hayes & Yeading United v Bracknell Town,. Hungerford Town v Gosport Borough, Poole Town v Winchester City	[8, 1013, 295, 1096]
fixtures-text: Billingham Synthonia v Horden CW (ko 7.45pm), Blyth Town v Sunderland West End, Jarrow v Chester-le-Street United, Redcar Town v Esh Winning, Thornaby v Boldon CA	[606, 1031, 884, 1114]
fixtures-text: Risborough Rangers v Winslow United	[606, 24, 844, 41]
competition-name: ISTHMIAN LEAGUE South East:	[8, 90, 219, 107]
fixture-entry	[606, 8, 894, 41]
